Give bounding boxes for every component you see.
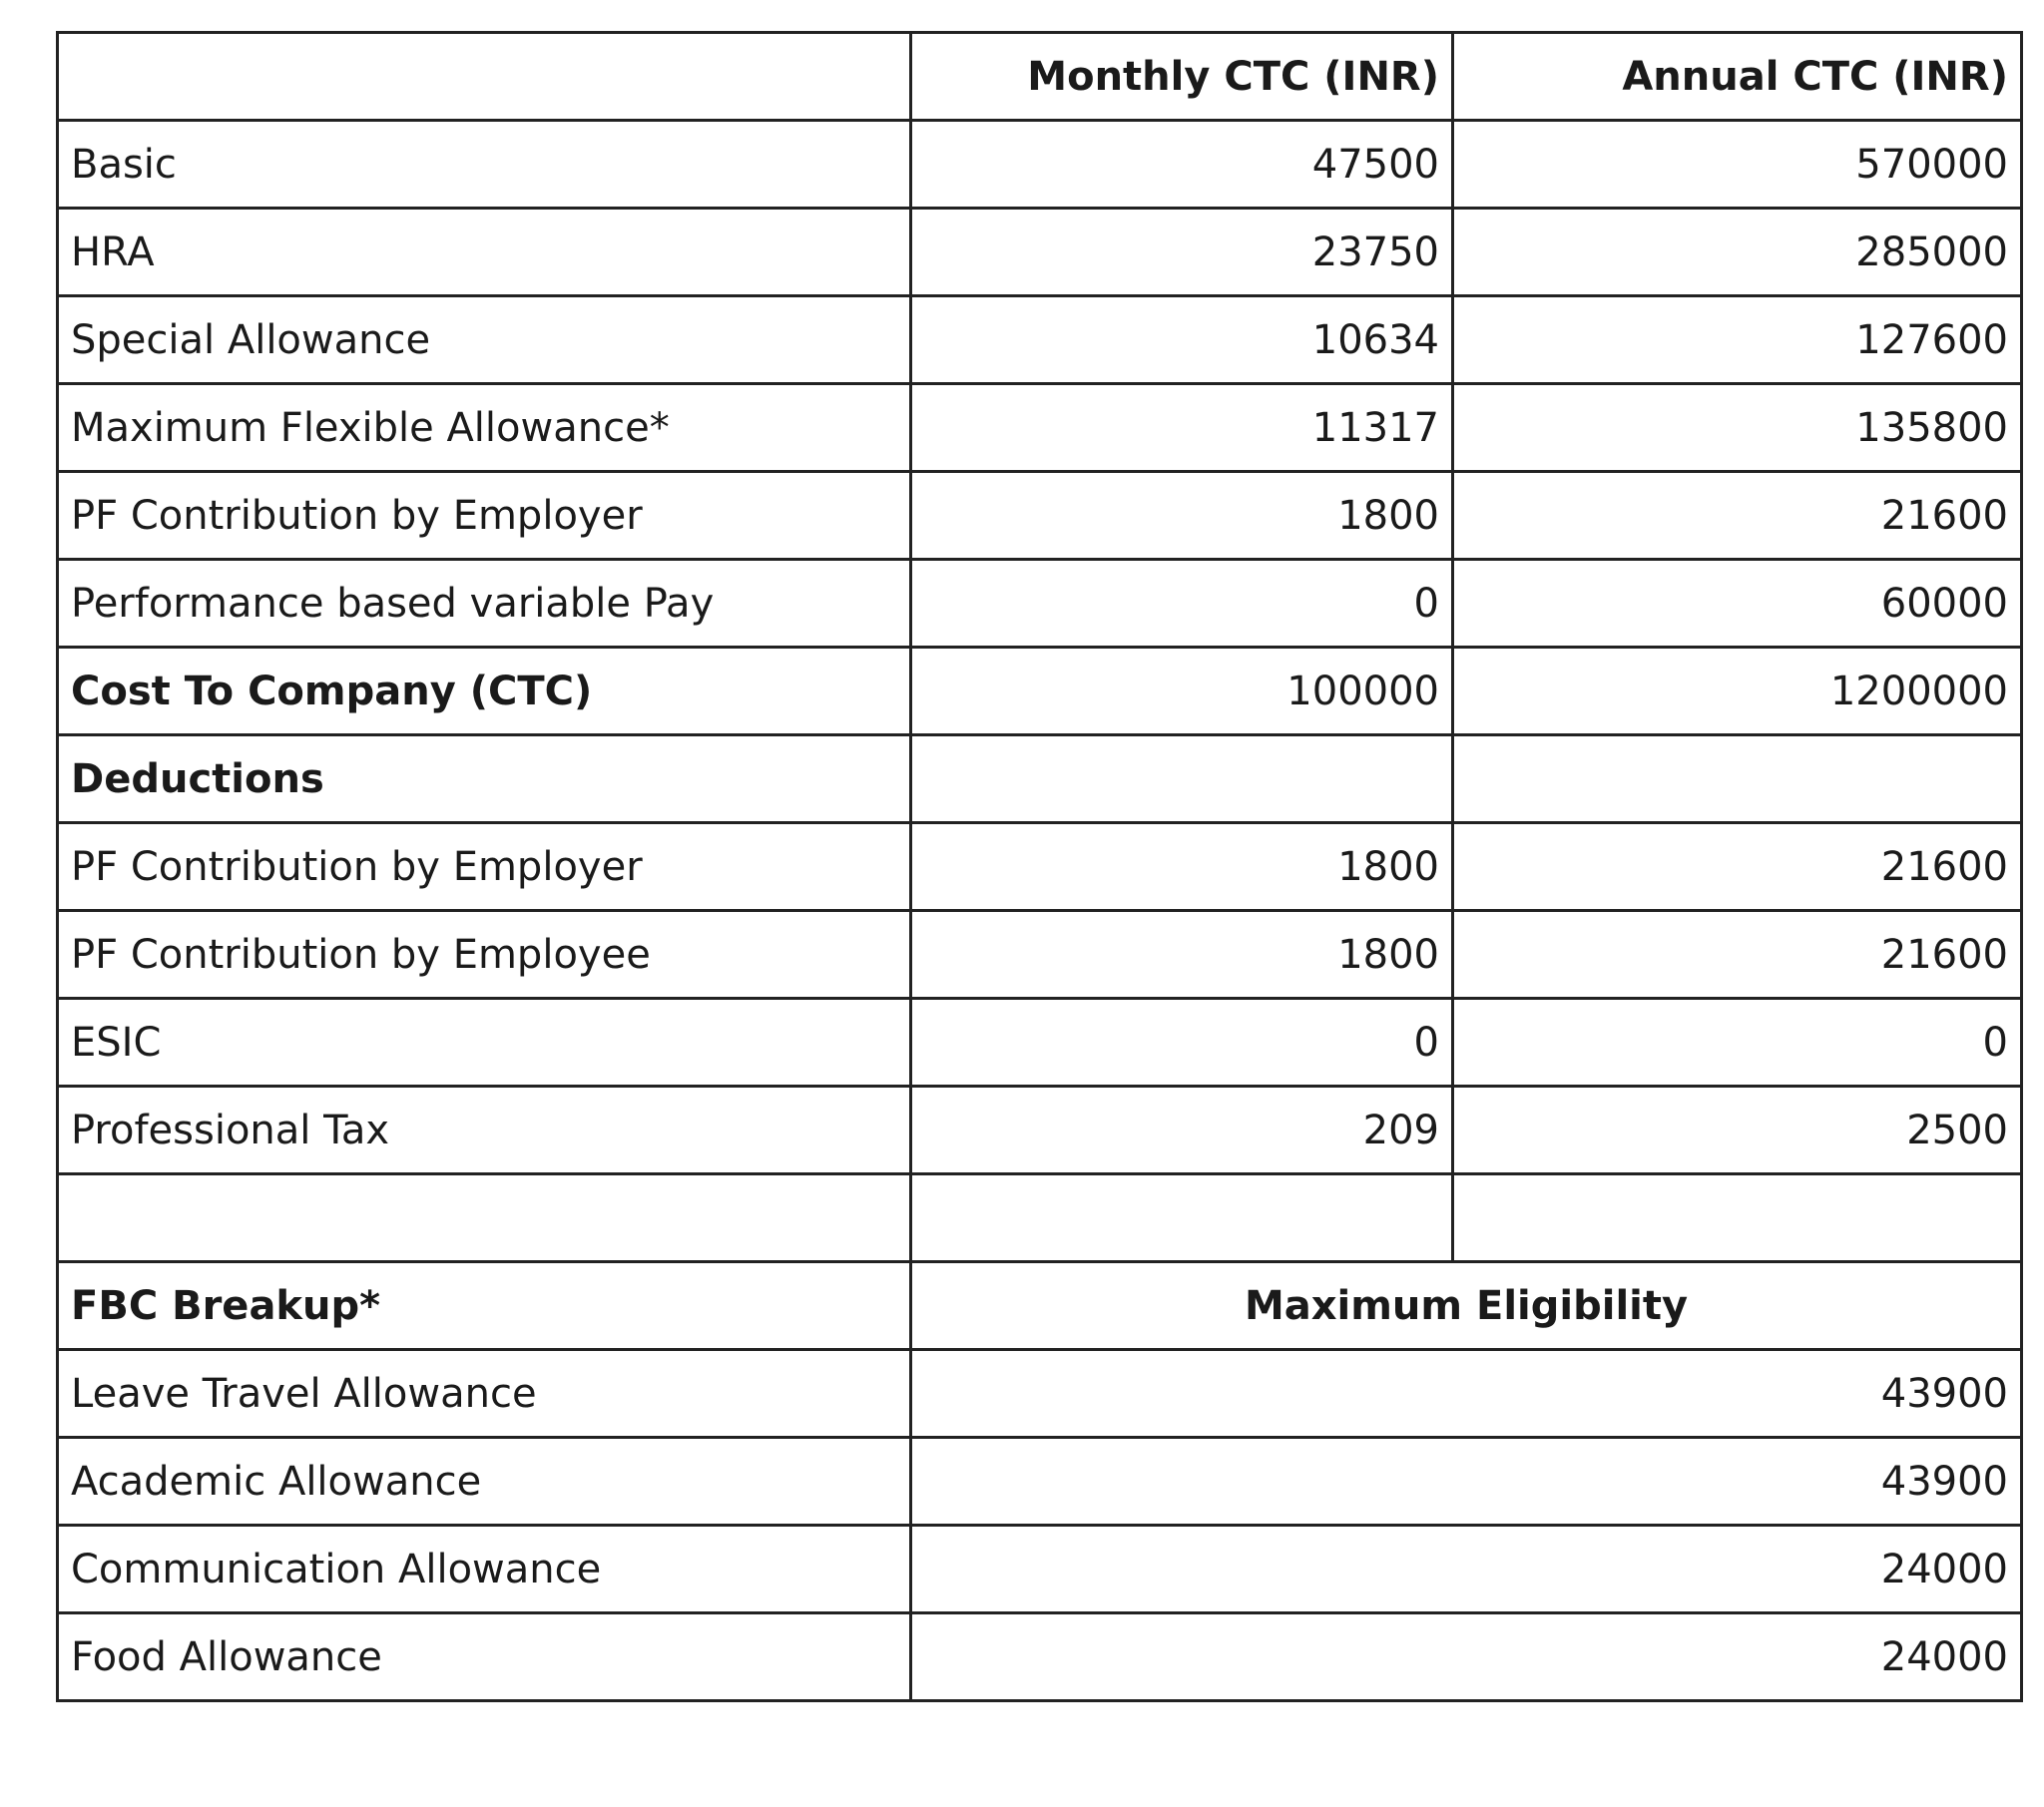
table-row	[58, 1087, 2022, 1174]
table-row	[58, 1350, 2022, 1438]
row-label: Leave Travel Allowance	[58, 1350, 911, 1438]
table-row	[58, 209, 2022, 296]
table-row	[58, 296, 2022, 384]
row-label: Communication Allowance	[58, 1526, 911, 1613]
row-label: PF Contribution by Employer	[58, 472, 911, 560]
table-row	[58, 384, 2022, 472]
ctc-total-row	[58, 648, 2022, 735]
table-row	[58, 1526, 2022, 1613]
fbc-heading-row	[58, 1262, 2022, 1350]
table-row	[58, 911, 2022, 999]
ctc-total-label: Cost To Company (CTC)	[58, 648, 911, 735]
row-label: ESIC	[58, 999, 911, 1087]
ctc-total-monthly: 100000	[911, 648, 1453, 735]
header-blank-cell	[58, 33, 911, 121]
annual-value: 21600	[1453, 911, 2022, 999]
row-label: Food Allowance	[58, 1613, 911, 1701]
monthly-value: 47500	[911, 121, 1453, 209]
row-label: PF Contribution by Employee	[58, 911, 911, 999]
annual-value: 285000	[1453, 209, 2022, 296]
eligibility-value: 43900	[911, 1350, 2022, 1438]
row-label: Maximum Flexible Allowance*	[58, 384, 911, 472]
monthly-value: 10634	[911, 296, 1453, 384]
ctc-breakup-table	[56, 31, 2023, 1702]
ctc-total-annual: 1200000	[1453, 648, 2022, 735]
row-label: HRA	[58, 209, 911, 296]
monthly-value: 11317	[911, 384, 1453, 472]
monthly-value: 0	[911, 560, 1453, 648]
annual-value: 60000	[1453, 560, 2022, 648]
row-label: Academic Allowance	[58, 1438, 911, 1526]
eligibility-value: 24000	[911, 1613, 2022, 1701]
header-annual-ctc: Annual CTC (INR)	[1453, 33, 2022, 121]
empty-cell	[911, 735, 1453, 823]
table-row	[58, 121, 2022, 209]
eligibility-value: 24000	[911, 1526, 2022, 1613]
row-label: Performance based variable Pay	[58, 560, 911, 648]
monthly-value: 1800	[911, 823, 1453, 911]
annual-value: 21600	[1453, 472, 2022, 560]
annual-value: 570000	[1453, 121, 2022, 209]
monthly-value: 23750	[911, 209, 1453, 296]
empty-cell	[58, 1174, 911, 1262]
annual-value: 21600	[1453, 823, 2022, 911]
empty-cell	[1453, 1174, 2022, 1262]
monthly-value: 0	[911, 999, 1453, 1087]
spacer-row	[58, 1174, 2022, 1262]
annual-value: 2500	[1453, 1087, 2022, 1174]
annual-value: 135800	[1453, 384, 2022, 472]
table-row	[58, 560, 2022, 648]
empty-cell	[1453, 735, 2022, 823]
table-row	[58, 1613, 2022, 1701]
monthly-value: 209	[911, 1087, 1453, 1174]
table-row	[58, 1438, 2022, 1526]
deductions-heading: Deductions	[58, 735, 911, 823]
eligibility-value: 43900	[911, 1438, 2022, 1526]
table-header-row	[58, 33, 2022, 121]
header-monthly-ctc: Monthly CTC (INR)	[911, 33, 1453, 121]
monthly-value: 1800	[911, 911, 1453, 999]
table-row	[58, 472, 2022, 560]
row-label: PF Contribution by Employer	[58, 823, 911, 911]
annual-value: 127600	[1453, 296, 2022, 384]
row-label: Professional Tax	[58, 1087, 911, 1174]
row-label: Basic	[58, 121, 911, 209]
monthly-value: 1800	[911, 472, 1453, 560]
table-row	[58, 999, 2022, 1087]
table-row	[58, 823, 2022, 911]
fbc-heading: FBC Breakup*	[58, 1262, 911, 1350]
row-label: Special Allowance	[58, 296, 911, 384]
empty-cell	[911, 1174, 1453, 1262]
fbc-column-heading: Maximum Eligibility	[911, 1262, 2022, 1350]
deductions-heading-row	[58, 735, 2022, 823]
annual-value: 0	[1453, 999, 2022, 1087]
